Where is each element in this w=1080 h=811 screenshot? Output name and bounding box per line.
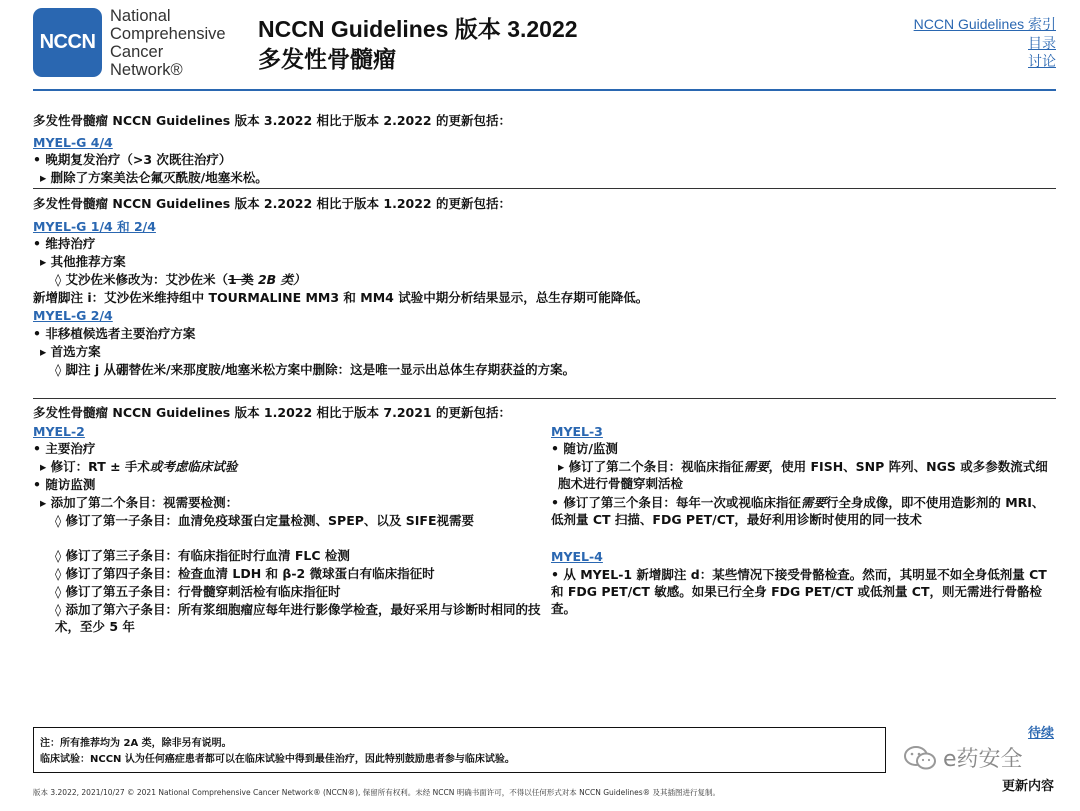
continue-link[interactable]: 待续 [1027, 726, 1054, 741]
myel-g-4-4-link[interactable]: MYEL-G 4/4 [33, 135, 113, 150]
list-item: • 维持治疗 [33, 236, 96, 251]
struck-text: 1 类 [228, 272, 254, 287]
list-item: ▸ 首选方案 [40, 344, 101, 359]
discussion-link[interactable]: 讨论 [1028, 53, 1056, 69]
myel-3-link[interactable]: MYEL-3 [551, 424, 603, 439]
section-divider [33, 188, 1056, 189]
list-item [55, 271, 306, 288]
wechat-icon [903, 744, 937, 772]
section-divider [33, 398, 1056, 399]
watermark-text: e药安全 [943, 747, 1023, 772]
italic-text: 需要 [800, 495, 826, 510]
list-item [558, 458, 1048, 492]
update-content-label: 更新内容 [1001, 779, 1054, 794]
text-span: ▸ 修订：RT ± 手术 [40, 459, 150, 474]
table-of-contents-link[interactable]: 目录 [1028, 34, 1056, 51]
list-item: • 非移植候选者主要治疗方案 [33, 326, 196, 341]
text-span: ◊ 艾沙佐米修改为：艾沙佐米（ [55, 272, 229, 287]
list-item: • 主要治疗 [33, 441, 96, 456]
guideline-subtitle: 多发性骨髓瘤 [258, 46, 396, 72]
text-span: 行全身成像，即不使用造影剂的 MRI、低剂量 CT 扫描、FDG PET/CT，最好利用诊断时使用的同一技术 [551, 495, 1045, 527]
italic-text: 需要 [743, 459, 769, 474]
myel-g-2-4-link[interactable]: MYEL-G 2/4 [33, 308, 113, 323]
watermark [903, 742, 1023, 773]
nccn-logo: NCCN [33, 8, 102, 77]
list-item: ◊ 修订了第一子条目：血清免疫球蛋白定量检测、SPEP、以及 SIFE视需要 [55, 513, 474, 528]
italic-text: 或考虑临床试验 [149, 459, 238, 474]
copyright-text: 版本 3.2022, 2021/10/27 © 2021 National Comprehensive Cancer Network® (NCCN®), 保留所有权利。未经 NCCN 明确书面许可，不得以任何形式对本 NCCN Guidelines® 及其插图进行复制。 [33, 788, 721, 797]
org-line: Network® [110, 61, 183, 79]
page-title [258, 14, 578, 74]
org-line: Cancer [110, 43, 164, 61]
list-item: ◊ 修订了第三子条目：有临床指征时行血清 FLC 检测 [55, 548, 350, 563]
list-item: • 随访监测 [33, 477, 96, 492]
list-item: • 随访/监测 [551, 441, 618, 456]
top-navigation [914, 15, 1056, 71]
footnote-note: 注：所有推荐均为 2A 类，除非另有说明。 [40, 738, 232, 749]
list-item: ◊ 添加了第六子条目：所有浆细胞瘤应每年进行影像学检查，最好采用与诊断时相同的技术，至少 5 年 [55, 602, 541, 634]
list-item: ◊ 脚注 j 从硼替佐米/来那度胺/地塞米松方案中删除：这是唯一显示出总体生存期获益的方案。 [55, 362, 576, 377]
section-heading: 多发性骨髓瘤 NCCN Guidelines 版本 3.2022 相比于版本 2.2022 的更新包括： [33, 113, 511, 128]
list-item: ▸ 添加了第二个条目：视需要检测： [40, 495, 239, 510]
organization-name [110, 7, 226, 79]
section-heading: 多发性骨髓瘤 NCCN Guidelines 版本 2.2022 相比于版本 1.2022 的更新包括： [33, 196, 511, 211]
text-span: ▸ 修订了第二个条目：视临床指征 [558, 459, 744, 474]
list-item: ▸ 其他推荐方案 [40, 254, 126, 269]
list-item: • 从 MYEL-1 新增脚注 d：某些情况下接受骨骼检查。然而，其明显不如全身低剂量 CT 和 FDG PET/CT 敏感。如果已行全身 FDG PET/CT 或低剂量 CT，则无需进行骨骼检查。 [551, 567, 1047, 616]
list-item: ◊ 修订了第五子条目：行骨髓穿刺活检有临床指征时 [55, 584, 341, 599]
org-line: Comprehensive [110, 25, 226, 43]
footnote-box [33, 727, 886, 773]
org-line: National [110, 7, 171, 25]
list-item [551, 494, 1048, 528]
list-item: ◊ 修订了第四子条目：检查血清 LDH 和 β-2 微球蛋白有临床指征时 [55, 566, 435, 581]
myel-2-link[interactable]: MYEL-2 [33, 424, 85, 439]
footnote-clinical-trials: 临床试验：NCCN 认为任何癌症患者都可以在临床试验中得到最佳治疗，因此特别鼓励患者参与临床试验。 [40, 754, 515, 765]
list-item: • 晚期复发治疗（>3 次既往治疗） [33, 152, 232, 167]
header-divider [33, 89, 1056, 91]
footnote-line: 新增脚注 i：艾沙佐米维持组中 TOURMALINE MM3 和 MM4 试验中期分析结果显示，总生存期可能降低。 [33, 290, 649, 305]
list-item: ▸ 删除了方案美法仑氟灭酰胺/地塞米松。 [40, 170, 268, 185]
text-span: • 修订了第三个条目：每年一次或视临床指征 [551, 495, 801, 510]
guideline-version-title: NCCN Guidelines 版本 3.2022 [258, 16, 578, 42]
myel-g-1-4-2-4-link[interactable]: MYEL-G 1/4 和 2/4 [33, 219, 156, 234]
text-span: ，使用 FISH、SNP 阵列、NGS 或多参数流式细胞术进行骨髓穿刺活检 [558, 459, 1048, 491]
myel-4-link[interactable]: MYEL-4 [551, 549, 603, 564]
list-item [40, 458, 237, 475]
guidelines-index-link[interactable]: NCCN Guidelines 索引 [913, 16, 1056, 32]
section-heading: 多发性骨髓瘤 NCCN Guidelines 版本 1.2022 相比于版本 7.2021 的更新包括： [33, 405, 511, 420]
text-span: 2B 类） [253, 272, 306, 287]
